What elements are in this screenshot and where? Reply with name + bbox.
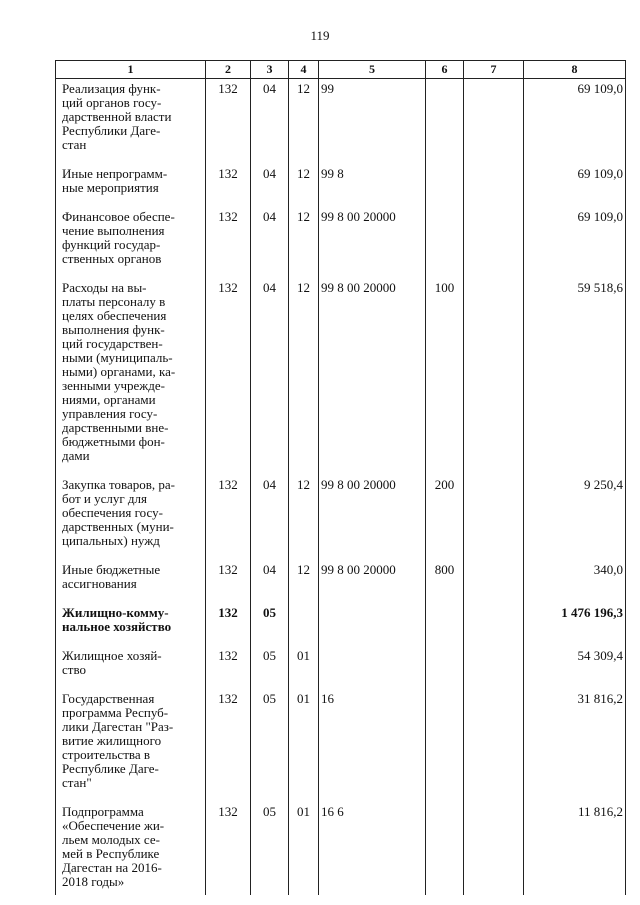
row-code-section: 04 [251, 207, 289, 278]
row-code-ministry: 132 [206, 164, 251, 207]
row-target-article: 99 8 00 20000 [319, 207, 426, 278]
row-amount: 31 816,2 [524, 689, 626, 802]
row-target-article: 99 8 00 20000 [319, 278, 426, 475]
row-amount: 11 816,2 [524, 802, 626, 895]
row-code-ministry: 132 [206, 207, 251, 278]
column-header-8: 8 [524, 61, 626, 79]
row-name: Иные бюджетные ассигнования [56, 560, 206, 603]
row-expense-type [426, 207, 464, 278]
row-expense-type: 800 [426, 560, 464, 603]
row-code-subsection: 12 [289, 164, 319, 207]
row-expense-type [426, 802, 464, 895]
row-column-7 [464, 79, 524, 165]
row-name: Реализация функ- ций органов госу- дарственной власти Республики Даге- стан [56, 79, 206, 165]
row-code-subsection: 01 [289, 689, 319, 802]
row-amount: 1 476 196,3 [524, 603, 626, 646]
row-expense-type: 200 [426, 475, 464, 560]
table-row [56, 689, 626, 802]
row-amount: 69 109,0 [524, 207, 626, 278]
row-amount: 69 109,0 [524, 79, 626, 165]
row-code-subsection: 01 [289, 802, 319, 895]
row-code-subsection: 12 [289, 278, 319, 475]
row-column-7 [464, 603, 524, 646]
row-column-7 [464, 560, 524, 603]
table-header [56, 61, 626, 79]
column-header-7: 7 [464, 61, 524, 79]
row-name: Жилищное хозяй- ство [56, 646, 206, 689]
column-header-4: 4 [289, 61, 319, 79]
table-row [56, 207, 626, 278]
table-row [56, 560, 626, 603]
row-code-section: 05 [251, 689, 289, 802]
page-number: 119 [310, 28, 330, 43]
table-row [56, 278, 626, 475]
row-name: Жилищно-комму- нальное хозяйство [56, 603, 206, 646]
column-header-2: 2 [206, 61, 251, 79]
table-row [56, 79, 626, 165]
row-target-article [319, 646, 426, 689]
row-amount: 59 518,6 [524, 278, 626, 475]
row-code-ministry: 132 [206, 560, 251, 603]
row-target-article: 99 8 [319, 164, 426, 207]
row-name: Иные непрограмм- ные мероприятия [56, 164, 206, 207]
row-name: Финансовое обеспе- чение выполнения функций государ- ственных органов [56, 207, 206, 278]
row-code-section: 04 [251, 560, 289, 603]
row-column-7 [464, 689, 524, 802]
row-column-7 [464, 207, 524, 278]
row-code-subsection: 12 [289, 560, 319, 603]
column-header-5: 5 [319, 61, 426, 79]
row-expense-type: 100 [426, 278, 464, 475]
row-code-section: 04 [251, 278, 289, 475]
column-header-6: 6 [426, 61, 464, 79]
row-expense-type [426, 689, 464, 802]
row-amount: 340,0 [524, 560, 626, 603]
row-code-section: 04 [251, 79, 289, 165]
row-code-section: 05 [251, 603, 289, 646]
row-code-ministry: 132 [206, 603, 251, 646]
row-expense-type [426, 646, 464, 689]
row-code-ministry: 132 [206, 79, 251, 165]
row-code-subsection: 12 [289, 79, 319, 165]
row-code-subsection [289, 603, 319, 646]
row-target-article: 16 6 [319, 802, 426, 895]
row-column-7 [464, 802, 524, 895]
row-code-ministry: 132 [206, 802, 251, 895]
row-code-ministry: 132 [206, 278, 251, 475]
row-target-article: 99 8 00 20000 [319, 475, 426, 560]
row-code-section: 05 [251, 646, 289, 689]
row-expense-type [426, 603, 464, 646]
budget-table [55, 60, 626, 895]
row-code-ministry: 132 [206, 689, 251, 802]
row-name: Государственная программа Респуб- лики Дагестан "Раз- витие жилищного строительства в Республике Даге- стан" [56, 689, 206, 802]
table-row [56, 802, 626, 895]
row-amount: 69 109,0 [524, 164, 626, 207]
table-body [56, 79, 626, 896]
row-column-7 [464, 278, 524, 475]
table-row [56, 603, 626, 646]
row-expense-type [426, 79, 464, 165]
row-name: Закупка товаров, ра- бот и услуг для обеспечения госу- дарственных (муни- ципальных) нужд [56, 475, 206, 560]
row-code-section: 05 [251, 802, 289, 895]
row-name: Подпрограмма «Обеспечение жи- льем молодых се- мей в Республике Дагестан на 2016- 2018 годы» [56, 802, 206, 895]
row-name: Расходы на вы- платы персоналу в целях обеспечения выполнения функ- ций государствен- ными (муниципаль- ными) органами, ка- зенными учрежде- ниями, органами управления госу- дарственными вне- бюджетными фон- дами [56, 278, 206, 475]
row-code-section: 04 [251, 475, 289, 560]
table-row [56, 475, 626, 560]
row-code-subsection: 12 [289, 207, 319, 278]
row-code-ministry: 132 [206, 475, 251, 560]
row-code-ministry: 132 [206, 646, 251, 689]
row-code-subsection: 01 [289, 646, 319, 689]
row-code-section: 04 [251, 164, 289, 207]
row-target-article: 99 8 00 20000 [319, 560, 426, 603]
row-column-7 [464, 475, 524, 560]
table-row [56, 164, 626, 207]
table-row [56, 646, 626, 689]
row-amount: 9 250,4 [524, 475, 626, 560]
row-target-article: 16 [319, 689, 426, 802]
row-target-article: 99 [319, 79, 426, 165]
column-header-1: 1 [56, 61, 206, 79]
row-expense-type [426, 164, 464, 207]
column-header-3: 3 [251, 61, 289, 79]
row-column-7 [464, 164, 524, 207]
row-target-article [319, 603, 426, 646]
row-column-7 [464, 646, 524, 689]
row-amount: 54 309,4 [524, 646, 626, 689]
row-code-subsection: 12 [289, 475, 319, 560]
